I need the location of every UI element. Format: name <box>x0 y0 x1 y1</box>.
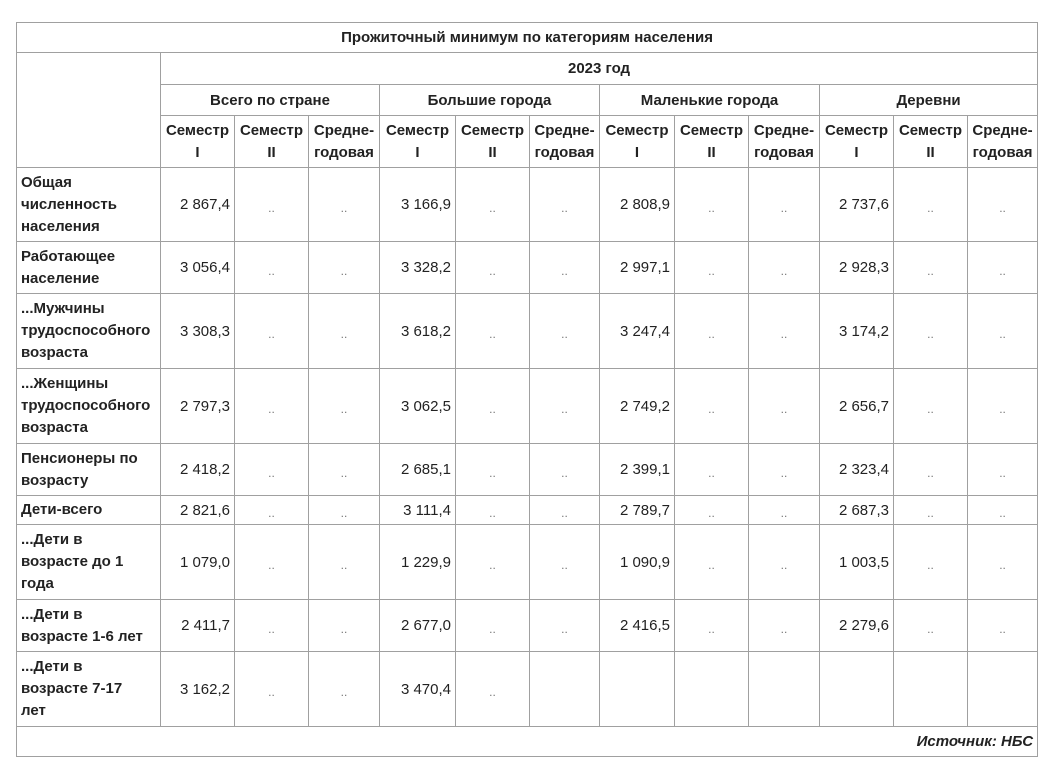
value-cell: 3 062,5 <box>380 369 456 444</box>
value-cell: 1 003,5 <box>820 525 894 600</box>
value-cell: 1 229,9 <box>380 525 456 600</box>
row-label-line: возраста <box>21 419 88 436</box>
value-cell: 2 821,6 <box>161 496 235 525</box>
table-row <box>17 168 1038 242</box>
column-subheader-line: Семестр <box>165 121 230 139</box>
row-label <box>17 496 161 525</box>
value-cell: 2 797,3 <box>161 369 235 444</box>
value-cell: 3 618,2 <box>380 294 456 369</box>
column-subheader <box>820 116 894 168</box>
empty-value-cell: .. <box>894 369 968 444</box>
value-cell: 2 685,1 <box>380 444 456 496</box>
row-label-line: возрасту <box>21 471 89 489</box>
row-label-line: население <box>21 269 100 287</box>
column-subheader <box>894 116 968 168</box>
value-cell: 2 867,4 <box>161 168 235 242</box>
value-cell: 2 928,3 <box>820 242 894 294</box>
empty-value-cell: .. <box>894 294 968 369</box>
column-subheader-line: Средне- <box>313 121 375 139</box>
empty-value-cell: .. <box>235 444 309 496</box>
value-cell: 2 323,4 <box>820 444 894 496</box>
row-label-line: трудоспособного <box>21 322 151 339</box>
row-label-line: возраста <box>21 344 88 361</box>
empty-value-cell: .. <box>675 600 749 652</box>
column-subheader-line: I <box>415 143 420 161</box>
table-row <box>17 496 1038 525</box>
empty-value-cell: .. <box>456 168 530 242</box>
empty-value-cell: .. <box>456 444 530 496</box>
empty-value-cell: .. <box>749 525 820 600</box>
empty-value-cell: .. <box>235 652 309 727</box>
column-subheader <box>456 116 530 168</box>
empty-value-cell: .. <box>309 369 380 444</box>
empty-value-cell: .. <box>235 168 309 242</box>
empty-value-cell: .. <box>675 369 749 444</box>
empty-value-cell: .. <box>894 525 968 600</box>
column-subheader-line: II <box>267 143 276 161</box>
empty-value-cell: .. <box>456 525 530 600</box>
value-cell: 2 279,6 <box>820 600 894 652</box>
value-cell: 3 470,4 <box>380 652 456 727</box>
empty-value-cell: .. <box>968 496 1038 525</box>
value-cell: 2 418,2 <box>161 444 235 496</box>
column-subheader-line: Средне- <box>534 121 595 139</box>
column-subheader-line: Семестр <box>385 121 450 139</box>
column-subheader <box>675 116 749 168</box>
column-subheader-line: I <box>634 143 640 161</box>
row-label-line: возрасте 1-6 лет <box>21 627 143 645</box>
row-label <box>17 652 161 727</box>
empty-value-cell: .. <box>968 242 1038 294</box>
empty-value-cell: .. <box>675 525 749 600</box>
value-cell: 3 174,2 <box>820 294 894 369</box>
empty-value-cell: .. <box>968 294 1038 369</box>
table-row <box>17 369 1038 444</box>
empty-value-cell: .. <box>309 496 380 525</box>
row-label-line: ...Мужчины <box>21 300 105 317</box>
blank-cell <box>968 652 1038 727</box>
row-label-line: возрасте до 1 <box>21 553 124 570</box>
value-cell: 3 308,3 <box>161 294 235 369</box>
row-label <box>17 242 161 294</box>
empty-value-cell: .. <box>968 600 1038 652</box>
row-label <box>17 525 161 600</box>
row-label-line: Работающее <box>21 247 116 265</box>
subsistence-table <box>16 22 1038 757</box>
blank-cell <box>894 652 968 727</box>
value-cell: 2 677,0 <box>380 600 456 652</box>
table-row <box>17 600 1038 652</box>
value-cell: 1 090,9 <box>600 525 675 600</box>
value-cell: 2 737,6 <box>820 168 894 242</box>
value-cell: 3 328,2 <box>380 242 456 294</box>
empty-value-cell: .. <box>675 168 749 242</box>
column-subheader-line: Семестр <box>679 121 744 139</box>
value-cell: 2 687,3 <box>820 496 894 525</box>
empty-value-cell: .. <box>456 369 530 444</box>
column-subheader <box>235 116 309 168</box>
table-row <box>17 242 1038 294</box>
column-subheader-line: годовая <box>534 143 595 161</box>
empty-value-cell: .. <box>530 369 600 444</box>
value-cell: 3 056,4 <box>161 242 235 294</box>
row-label <box>17 444 161 496</box>
year-header: 2023 год <box>161 53 1038 85</box>
column-subheader-line: Семестр <box>239 121 304 139</box>
row-label-line: года <box>21 575 54 592</box>
empty-value-cell: .. <box>675 444 749 496</box>
empty-value-cell: .. <box>309 600 380 652</box>
blank-cell <box>600 652 675 727</box>
column-subheader-line: I <box>195 143 200 161</box>
empty-value-cell: .. <box>309 294 380 369</box>
row-label-line: ...Женщины <box>21 375 109 392</box>
value-cell: 2 808,9 <box>600 168 675 242</box>
row-label-line: ...Дети в <box>21 605 83 623</box>
blank-cell <box>820 652 894 727</box>
value-cell: 2 997,1 <box>600 242 675 294</box>
column-subheader <box>309 116 380 168</box>
empty-value-cell: .. <box>894 496 968 525</box>
column-subheader <box>161 116 235 168</box>
empty-value-cell: .. <box>456 496 530 525</box>
empty-value-cell: .. <box>749 294 820 369</box>
empty-value-cell: .. <box>309 168 380 242</box>
column-subheader-line: годовая <box>972 143 1033 161</box>
empty-value-cell: .. <box>309 444 380 496</box>
value-cell: 2 789,7 <box>600 496 675 525</box>
empty-value-cell: .. <box>894 600 968 652</box>
row-label-line: Общая <box>21 173 72 191</box>
column-subheader-line: I <box>854 143 859 161</box>
column-subheader <box>380 116 456 168</box>
empty-value-cell: .. <box>894 242 968 294</box>
column-subheader <box>600 116 675 168</box>
empty-value-cell: .. <box>235 294 309 369</box>
table-title: Прожиточный минимум по категориям населения <box>17 23 1038 53</box>
value-cell: 2 656,7 <box>820 369 894 444</box>
value-cell: 2 416,5 <box>600 600 675 652</box>
value-cell: 2 399,1 <box>600 444 675 496</box>
empty-value-cell: .. <box>530 525 600 600</box>
empty-value-cell: .. <box>309 525 380 600</box>
empty-value-cell: .. <box>456 652 530 727</box>
value-cell: 2 749,2 <box>600 369 675 444</box>
empty-value-cell: .. <box>456 294 530 369</box>
row-label-line: населения <box>21 217 100 235</box>
column-subheader-line: Семестр <box>460 121 525 139</box>
empty-value-cell: .. <box>456 600 530 652</box>
empty-value-cell: .. <box>675 496 749 525</box>
row-label <box>17 600 161 652</box>
row-label-line: численность <box>21 195 117 213</box>
empty-value-cell: .. <box>235 369 309 444</box>
column-subheader-line: годовая <box>754 143 814 161</box>
blank-cell <box>749 652 820 727</box>
row-label-line: Пенсионеры по <box>21 449 138 467</box>
empty-value-cell: .. <box>894 168 968 242</box>
empty-value-cell: .. <box>968 369 1038 444</box>
value-cell: 3 162,2 <box>161 652 235 727</box>
table-row <box>17 294 1038 369</box>
empty-value-cell: .. <box>456 242 530 294</box>
row-label-line: возрасте 7-17 <box>21 680 123 697</box>
source-note: Источник: НБС <box>17 727 1038 757</box>
value-cell: 3 111,4 <box>380 496 456 525</box>
row-label <box>17 294 161 369</box>
empty-value-cell: .. <box>235 496 309 525</box>
table-row <box>17 444 1038 496</box>
empty-value-cell: .. <box>530 600 600 652</box>
empty-value-cell: .. <box>749 444 820 496</box>
blank-cell <box>675 652 749 727</box>
row-label-line: ...Дети в <box>21 531 83 548</box>
empty-value-cell: .. <box>968 168 1038 242</box>
empty-value-cell: .. <box>675 294 749 369</box>
column-subheader <box>968 116 1038 168</box>
empty-value-cell: .. <box>530 496 600 525</box>
empty-value-cell: .. <box>749 168 820 242</box>
row-label-line: Дети-всего <box>21 501 103 518</box>
column-subheader-line: Средне- <box>753 121 815 139</box>
column-subheader-line: II <box>488 143 497 161</box>
column-subheader-line: Семестр <box>605 121 669 139</box>
group-header-big-cities: Большие города <box>380 85 600 116</box>
column-subheader-line: Средне- <box>972 121 1033 139</box>
empty-value-cell: .. <box>675 242 749 294</box>
empty-value-cell: .. <box>749 600 820 652</box>
empty-value-cell: .. <box>530 168 600 242</box>
table-container <box>16 22 1038 757</box>
value-cell: 2 411,7 <box>161 600 235 652</box>
empty-value-cell: .. <box>530 242 600 294</box>
group-header-villages: Деревни <box>820 85 1038 116</box>
column-subheader-line: годовая <box>314 143 374 161</box>
empty-value-cell: .. <box>749 496 820 525</box>
column-subheader-line: II <box>926 143 935 161</box>
column-subheader-line: II <box>707 143 716 161</box>
table-row <box>17 652 1038 727</box>
row-label <box>17 168 161 242</box>
empty-value-cell: .. <box>309 652 380 727</box>
row-label <box>17 369 161 444</box>
empty-value-cell: .. <box>968 444 1038 496</box>
column-subheader <box>530 116 600 168</box>
value-cell: 1 079,0 <box>161 525 235 600</box>
empty-value-cell: .. <box>235 525 309 600</box>
column-subheader-line: Семестр <box>898 121 963 139</box>
blank-cell <box>530 652 600 727</box>
group-header-country: Всего по стране <box>161 85 380 116</box>
empty-value-cell: .. <box>309 242 380 294</box>
row-label-line: трудоспособного <box>21 397 151 414</box>
empty-value-cell: .. <box>894 444 968 496</box>
table-row <box>17 525 1038 600</box>
group-header-small-cities: Маленькие города <box>600 85 820 116</box>
empty-value-cell: .. <box>530 444 600 496</box>
row-label-line: лет <box>21 702 46 719</box>
empty-value-cell: .. <box>968 525 1038 600</box>
empty-value-cell: .. <box>530 294 600 369</box>
value-cell: 3 166,9 <box>380 168 456 242</box>
empty-value-cell: .. <box>749 242 820 294</box>
row-label-line: ...Дети в <box>21 658 83 675</box>
column-subheader <box>749 116 820 168</box>
empty-value-cell: .. <box>749 369 820 444</box>
empty-value-cell: .. <box>235 242 309 294</box>
column-subheader-line: Семестр <box>824 121 889 139</box>
corner-cell <box>17 53 161 168</box>
empty-value-cell: .. <box>235 600 309 652</box>
value-cell: 3 247,4 <box>600 294 675 369</box>
